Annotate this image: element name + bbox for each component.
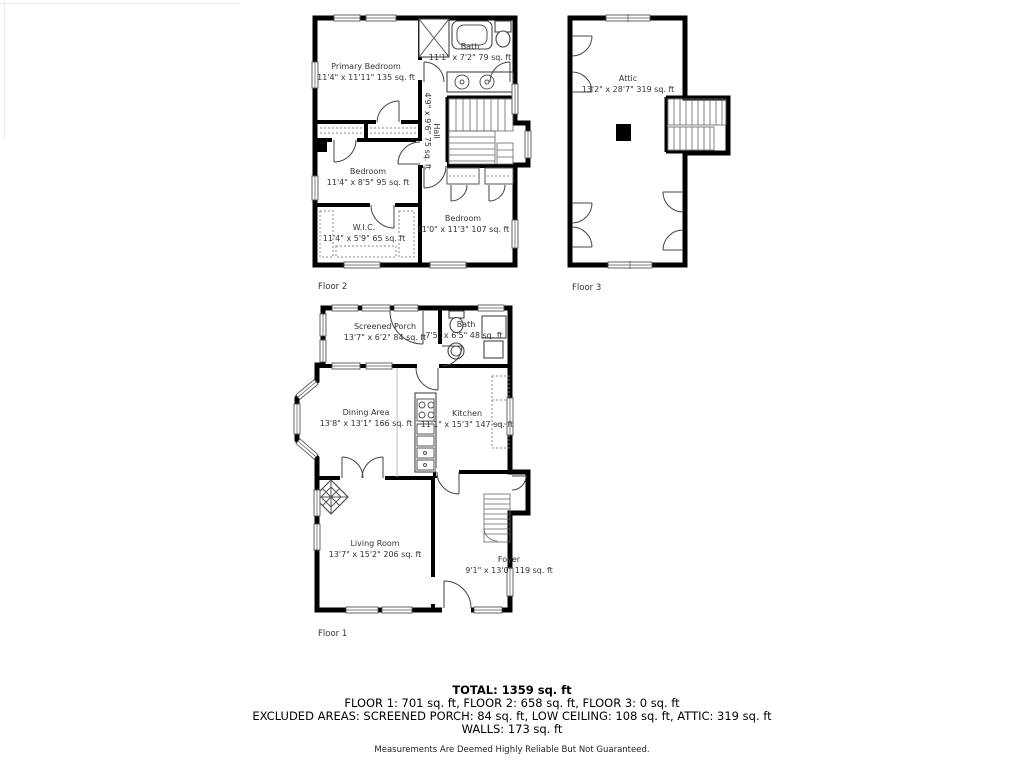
room-dims-primary-bedroom: 11'4" x 11'11" 135 sq. ft — [317, 73, 415, 82]
walls-area-line: WALLS: 173 sq. ft — [461, 722, 563, 736]
toilet-icon — [495, 21, 511, 32]
room-dims-bath1: 7'5" x 6'5" 48 sq. ft — [425, 331, 503, 340]
disclaimer-text: Measurements Are Deemed Highly Reliable But Not Guaranteed. — [374, 745, 650, 755]
floor1-label: Floor 1 — [318, 629, 348, 639]
room-label-hall: Hall — [432, 123, 441, 139]
room-dims-bath2: 11'1" x 7'2" 79 sq. ft — [428, 53, 512, 62]
chimney-icon — [315, 139, 327, 152]
room-label-kitchen: Kitchen — [451, 409, 483, 418]
room-label-dining-area: Dining Area — [342, 408, 390, 417]
room-label-foyer: Foyer — [497, 555, 521, 564]
room-label-bedroom-mid: Bedroom — [349, 167, 387, 176]
room-dims-kitchen: 11'1" x 15'3" 147 sq. ft — [420, 420, 514, 429]
area-summary — [0, 684, 1024, 755]
room-label-living-room: Living Room — [350, 539, 400, 548]
room-label-bedroom-br: Bedroom — [444, 214, 482, 223]
kitchen-island — [415, 393, 436, 472]
floor-areas-line: FLOOR 1: 701 sq. ft, FLOOR 2: 658 sq. ft, FLOOR 3: 0 sq. ft — [344, 696, 680, 710]
room-label-attic: Attic — [618, 74, 638, 83]
room-dims-bedroom-br: 11'0" x 11'3" 107 sq. ft — [416, 225, 510, 234]
room-label-wic: W.I.C. — [352, 223, 376, 232]
room-dims-wic: 11'4" x 5'9" 65 sq. ft — [322, 234, 406, 243]
floor1-plan — [294, 305, 553, 639]
chimney-icon — [616, 124, 631, 141]
room-label-bath1: Bath — [456, 320, 476, 329]
room-dims-living-room: 13'7" x 15'2" 206 sq. ft — [328, 550, 422, 559]
room-dims-dining-area: 13'8" x 13'1" 166 sq. ft — [319, 419, 413, 428]
room-dims-attic: 13'2" x 28'7" 319 sq. ft — [581, 85, 675, 94]
room-dims-bedroom-mid: 11'4" x 8'5" 95 sq. ft — [326, 178, 410, 187]
room-dims-hall: 4'9" x 9'6" 75 sq. ft — [423, 92, 432, 170]
room-label-screened-porch: Screened Porch — [353, 322, 417, 331]
room-dims-screened-porch: 13'7" x 6'2" 84 sq. ft — [343, 333, 427, 342]
total-area-line: TOTAL: 1359 sq. ft — [452, 683, 572, 697]
floor3-label: Floor 3 — [572, 283, 602, 293]
room-label-bath2: Bath — [460, 42, 480, 51]
floor2-label: Floor 2 — [318, 282, 348, 292]
floor2-plan — [312, 15, 531, 292]
room-dims-foyer: 9'1" x 13'0" 119 sq. ft — [465, 566, 553, 575]
floor3-plan — [570, 14, 728, 293]
room-label-primary-bedroom: Primary Bedroom — [331, 62, 401, 71]
excluded-areas-line: EXCLUDED AREAS: SCREENED PORCH: 84 sq. ft, LOW CEILING: 108 sq. ft, ATTIC: 319 sq. ft — [252, 709, 772, 723]
